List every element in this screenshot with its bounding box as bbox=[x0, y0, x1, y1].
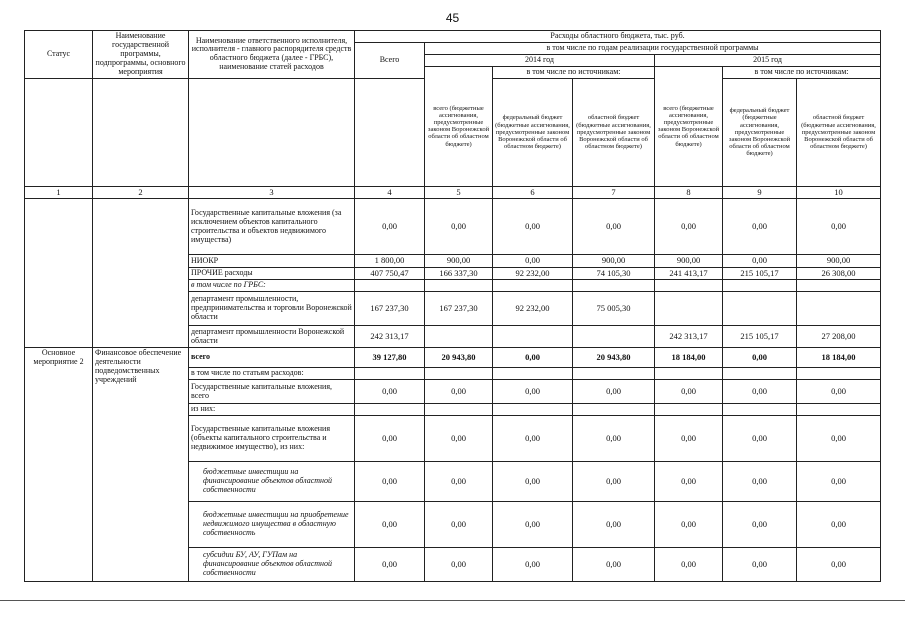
row-label: ПРОЧИЕ расходы bbox=[189, 267, 355, 280]
cell-2015-total: 900,00 bbox=[655, 255, 723, 268]
cell-2015-total: 0,00 bbox=[655, 462, 723, 502]
cell-total: 242 313,17 bbox=[355, 326, 425, 348]
cell-2014-total: 0,00 bbox=[425, 199, 493, 255]
cell-2015-total: 241 413,17 bbox=[655, 267, 723, 280]
cell-2014-regional: 74 105,30 bbox=[573, 267, 655, 280]
cell-2015-total: 18 184,00 bbox=[655, 348, 723, 368]
header-program-name: Наименование государственной программы, подпрограммы, основного мероприятия bbox=[93, 31, 189, 79]
column-number: 3 bbox=[189, 186, 355, 199]
cell-2015-federal: 0,00 bbox=[723, 416, 797, 462]
cell-2015-federal: 215 105,17 bbox=[723, 267, 797, 280]
cell-2015-federal: 0,00 bbox=[723, 502, 797, 548]
row-label: в том числе по ГРБС: bbox=[189, 280, 355, 292]
row-label: субсидии БУ, АУ, ГУПам на финансирование объектов областной собственности bbox=[189, 548, 355, 582]
cell-2015-total: 0,00 bbox=[655, 416, 723, 462]
cell-2014-regional: 0,00 bbox=[573, 548, 655, 582]
header-expenses: Расходы областного бюджета, тыс. руб. bbox=[355, 31, 881, 43]
cell-total: 0,00 bbox=[355, 199, 425, 255]
cell-2014-total: 0,00 bbox=[425, 548, 493, 582]
header-2014-federal: федеральный бюджет (бюджетные ассигнования, предусмотренные законом Воронежской области об областном бюджете) bbox=[493, 78, 573, 186]
cell-2015-federal: 0,00 bbox=[723, 348, 797, 368]
cell-total: 0,00 bbox=[355, 502, 425, 548]
column-number: 2 bbox=[93, 186, 189, 199]
page-number: 45 bbox=[445, 11, 460, 25]
cell-2015-federal: 215 105,17 bbox=[723, 326, 797, 348]
header-2015-regional: областной бюджет (бюджетные ассигнования, предусмотренные законом Воронежской области об областном бюджете) bbox=[797, 78, 881, 186]
header-year-2015: 2015 год bbox=[655, 54, 881, 66]
header-by-years: в том числе по годам реализации государственной программы bbox=[425, 42, 881, 54]
cell-2015-regional: 0,00 bbox=[797, 416, 881, 462]
cell-2014-federal bbox=[493, 326, 573, 348]
cell-2015-total: 0,00 bbox=[655, 380, 723, 404]
cell-2014-total: 166 337,30 bbox=[425, 267, 493, 280]
cell-2014-federal: 0,00 bbox=[493, 416, 573, 462]
column-number: 9 bbox=[723, 186, 797, 199]
cell-2014-total: 0,00 bbox=[425, 416, 493, 462]
row-label: департамент промышленности Воронежской области bbox=[189, 326, 355, 348]
row-label: департамент промышленности, предпринимательства и торговли Воронежской области bbox=[189, 292, 355, 326]
table-row bbox=[25, 199, 881, 255]
cell-2014-total: 20 943,80 bbox=[425, 348, 493, 368]
cell-2014-regional: 20 943,80 bbox=[573, 348, 655, 368]
main-event-name: Финансовое обеспечение деятельности подведомственных учреждений bbox=[93, 348, 189, 582]
column-numbers-row bbox=[25, 186, 881, 199]
cell-2014-total: 0,00 bbox=[425, 502, 493, 548]
main-event-status: Основное мероприятие 2 bbox=[25, 348, 93, 582]
cell-2014-regional: 0,00 bbox=[573, 380, 655, 404]
cell-2014-regional: 0,00 bbox=[573, 199, 655, 255]
header-2015-federal: федеральный бюджет (бюджетные ассигнования, предусмотренные законом Воронежской области об областном бюджете) bbox=[723, 78, 797, 186]
cell-2015-regional: 0,00 bbox=[797, 380, 881, 404]
page-bottom-rule bbox=[0, 600, 905, 601]
cell-2015-federal: 0,00 bbox=[723, 255, 797, 268]
column-number: 6 bbox=[493, 186, 573, 199]
cell-2014-federal: 0,00 bbox=[493, 255, 573, 268]
column-number: 7 bbox=[573, 186, 655, 199]
cell-2014-regional: 900,00 bbox=[573, 255, 655, 268]
cell-2015-total bbox=[655, 292, 723, 326]
cell-2015-federal: 0,00 bbox=[723, 548, 797, 582]
header-2015-by-sources: в том числе по источникам: bbox=[723, 66, 881, 78]
cell-2015-regional: 0,00 bbox=[797, 199, 881, 255]
cell-2014-regional: 75 005,30 bbox=[573, 292, 655, 326]
header-2014-by-sources: в том числе по источникам: bbox=[493, 66, 655, 78]
row-label: в том числе по статьям расходов: bbox=[189, 368, 355, 380]
cell-2015-total: 0,00 bbox=[655, 199, 723, 255]
cell-2015-regional: 0,00 bbox=[797, 548, 881, 582]
cell-2014-regional: 0,00 bbox=[573, 502, 655, 548]
cell-2014-federal: 0,00 bbox=[493, 502, 573, 548]
row-label: из них: bbox=[189, 404, 355, 416]
column-number: 8 bbox=[655, 186, 723, 199]
header-year-2014: 2014 год bbox=[425, 54, 655, 66]
cell-2015-regional: 18 184,00 bbox=[797, 348, 881, 368]
row-label: бюджетные инвестиции на финансирование объектов областной собственности bbox=[189, 462, 355, 502]
column-number: 1 bbox=[25, 186, 93, 199]
budget-table bbox=[24, 30, 881, 582]
table-row bbox=[25, 348, 881, 368]
row-label: бюджетные инвестиции на приобретение недвижимого имущества в областную собственность bbox=[189, 502, 355, 548]
cell-total: 407 750,47 bbox=[355, 267, 425, 280]
cell-2014-federal: 0,00 bbox=[493, 462, 573, 502]
cell-2015-federal: 0,00 bbox=[723, 462, 797, 502]
cell-2015-total: 242 313,17 bbox=[655, 326, 723, 348]
cell-2015-total: 0,00 bbox=[655, 502, 723, 548]
cell-total: 39 127,80 bbox=[355, 348, 425, 368]
cell-2015-regional bbox=[797, 292, 881, 326]
cell-2014-federal: 0,00 bbox=[493, 548, 573, 582]
header-2015-sub-total: всего (бюджетные ассигнования, предусмотренные законом Воронежской области об областном бюджете) bbox=[655, 66, 723, 186]
cell-2014-federal: 0,00 bbox=[493, 199, 573, 255]
cell-2015-regional: 900,00 bbox=[797, 255, 881, 268]
column-number: 5 bbox=[425, 186, 493, 199]
cell-2014-total: 900,00 bbox=[425, 255, 493, 268]
header-2014-regional: областной бюджет (бюджетные ассигнования, предусмотренные законом Воронежской области об областном бюджете) bbox=[573, 78, 655, 186]
row-label: НИОКР bbox=[189, 255, 355, 268]
cell-2014-federal: 0,00 bbox=[493, 348, 573, 368]
row-label: Государственные капитальные вложения (объекты капитального строительства и недвижимое имущество), из них: bbox=[189, 416, 355, 462]
cell-total: 0,00 bbox=[355, 462, 425, 502]
cell-2015-federal: 0,00 bbox=[723, 380, 797, 404]
cell-total: 167 237,30 bbox=[355, 292, 425, 326]
cell-2015-federal bbox=[723, 292, 797, 326]
cell-2015-regional: 0,00 bbox=[797, 502, 881, 548]
cell-2015-regional: 26 308,00 bbox=[797, 267, 881, 280]
cell-total: 0,00 bbox=[355, 416, 425, 462]
cell-2014-total bbox=[425, 326, 493, 348]
header-total: Всего bbox=[355, 42, 425, 78]
cell-2014-federal: 92 232,00 bbox=[493, 292, 573, 326]
row-label: Государственные капитальные вложения, всего bbox=[189, 380, 355, 404]
cell-total: 0,00 bbox=[355, 548, 425, 582]
header-2014-sub-total: всего (бюджетные ассигнования, предусмотренные законом Воронежской области об областном бюджете) bbox=[425, 66, 493, 186]
cell-2015-regional: 27 208,00 bbox=[797, 326, 881, 348]
cell-2014-regional: 0,00 bbox=[573, 416, 655, 462]
cell-2015-federal: 0,00 bbox=[723, 199, 797, 255]
column-number: 4 bbox=[355, 186, 425, 199]
header-status: Статус bbox=[25, 31, 93, 79]
cell-2014-federal: 0,00 bbox=[493, 380, 573, 404]
cell-total: 0,00 bbox=[355, 380, 425, 404]
cell-2014-federal: 92 232,00 bbox=[493, 267, 573, 280]
cell-2014-total: 0,00 bbox=[425, 462, 493, 502]
header-responsible: Наименование ответственного исполнителя, исполнителя - главного распорядителя средств областного бюджета (далее - ГРБС), наименование статей расходов bbox=[189, 31, 355, 79]
cell-2014-total: 0,00 bbox=[425, 380, 493, 404]
cell-2014-regional bbox=[573, 326, 655, 348]
cell-2014-regional: 0,00 bbox=[573, 462, 655, 502]
row-label: Государственные капитальные вложения (за исключением объектов капитального строительства и объектов недвижимого имущества) bbox=[189, 199, 355, 255]
row-label: всего bbox=[189, 348, 355, 368]
cell-2015-total: 0,00 bbox=[655, 548, 723, 582]
cell-2014-total: 167 237,30 bbox=[425, 292, 493, 326]
cell-2015-regional: 0,00 bbox=[797, 462, 881, 502]
cell-total: 1 800,00 bbox=[355, 255, 425, 268]
column-number: 10 bbox=[797, 186, 881, 199]
